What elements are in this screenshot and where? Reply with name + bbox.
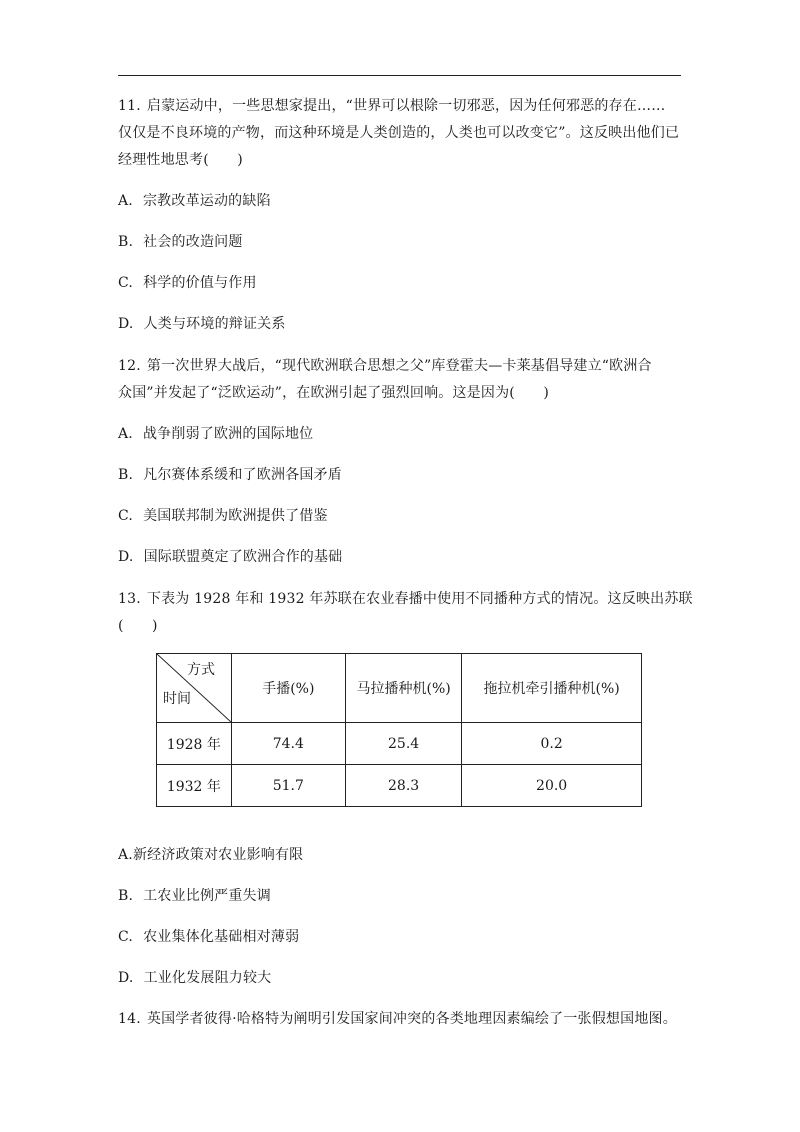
table-cell: 0.2 xyxy=(462,723,642,765)
q12-number: 12. xyxy=(118,358,141,374)
table-header-cell: 拖拉机牵引播种机(%) xyxy=(462,654,642,723)
header-rule xyxy=(118,75,681,76)
q13-option-b: B. 工农业比例严重失调 xyxy=(118,888,271,904)
q13-option-d: D. 工业化发展阻力较大 xyxy=(118,970,272,986)
q13-line-1: 13. 下表为 1928 年和 1932 年苏联在农业春播中使用不同播种方式的情况。这反映出苏联 xyxy=(118,591,693,607)
q14-number: 14. xyxy=(118,1011,141,1027)
q13-option-c: C. 农业集体化基础相对薄弱 xyxy=(118,929,300,945)
q12-line-2: 众国”并发起了“泛欧运动”，在欧洲引起了强烈回响。这是因为( ) xyxy=(118,385,549,401)
q11-option-d: D. 人类与环境的辩证关系 xyxy=(118,316,286,332)
table-cell: 25.4 xyxy=(345,723,461,765)
table-year-cell: 1932 年 xyxy=(157,765,232,807)
q11-line-3: 经理性地思考( ) xyxy=(118,152,243,168)
table-cell: 20.0 xyxy=(462,765,642,807)
table-header-cell: 马拉播种机(%) xyxy=(345,654,461,723)
q11-option-c: C. 科学的价值与作用 xyxy=(118,275,257,291)
sowing-method-table xyxy=(156,653,642,807)
corner-label-method: 方式 xyxy=(187,662,215,678)
table-cell: 51.7 xyxy=(231,765,345,807)
q12-line-1: 12. 第一次世界大战后，“现代欧洲联合思想之父”库登霍夫—卡莱基倡导建立“欧洲合 xyxy=(118,358,652,374)
q11-option-b: B. 社会的改造问题 xyxy=(118,234,243,250)
table-cell: 28.3 xyxy=(345,765,461,807)
q12-option-c: C. 美国联邦制为欧洲提供了借鉴 xyxy=(118,508,328,524)
table-corner-cell xyxy=(157,654,232,723)
table-header-cell: 手播(%) xyxy=(231,654,345,723)
q12-option-a: A. 战争削弱了欧洲的国际地位 xyxy=(118,426,314,442)
table-cell: 74.4 xyxy=(231,723,345,765)
table-header-row xyxy=(157,654,642,723)
corner-label-time: 时间 xyxy=(163,691,191,707)
q11-number: 11. xyxy=(118,98,141,114)
q13-option-a: A.新经济政策对农业影响有限 xyxy=(118,847,304,863)
table-row xyxy=(157,723,642,765)
q11-option-a: A. 宗教改革运动的缺陷 xyxy=(118,193,271,209)
q13-line-2: ( ) xyxy=(118,618,158,634)
table-row xyxy=(157,765,642,807)
q12-option-b: B. 凡尔赛体系缓和了欧洲各国矛盾 xyxy=(118,467,342,483)
q11-line-2: 仅仅是不良环境的产物，而这种环境是人类创造的，人类也可以改变它”。这反映出他们已 xyxy=(118,125,680,141)
q11-line-1: 11. 启蒙运动中，一些思想家提出，“世界可以根除一切邪恶，因为任何邪恶的存在…… xyxy=(118,98,666,114)
table-year-cell: 1928 年 xyxy=(157,723,232,765)
q12-option-d: D. 国际联盟奠定了欧洲合作的基础 xyxy=(118,549,343,565)
q14-line-1: 14. 英国学者彼得·哈格特为阐明引发国家间冲突的各类地理因素编绘了一张假想国地图。 xyxy=(118,1011,677,1027)
q13-number: 13. xyxy=(118,591,141,607)
